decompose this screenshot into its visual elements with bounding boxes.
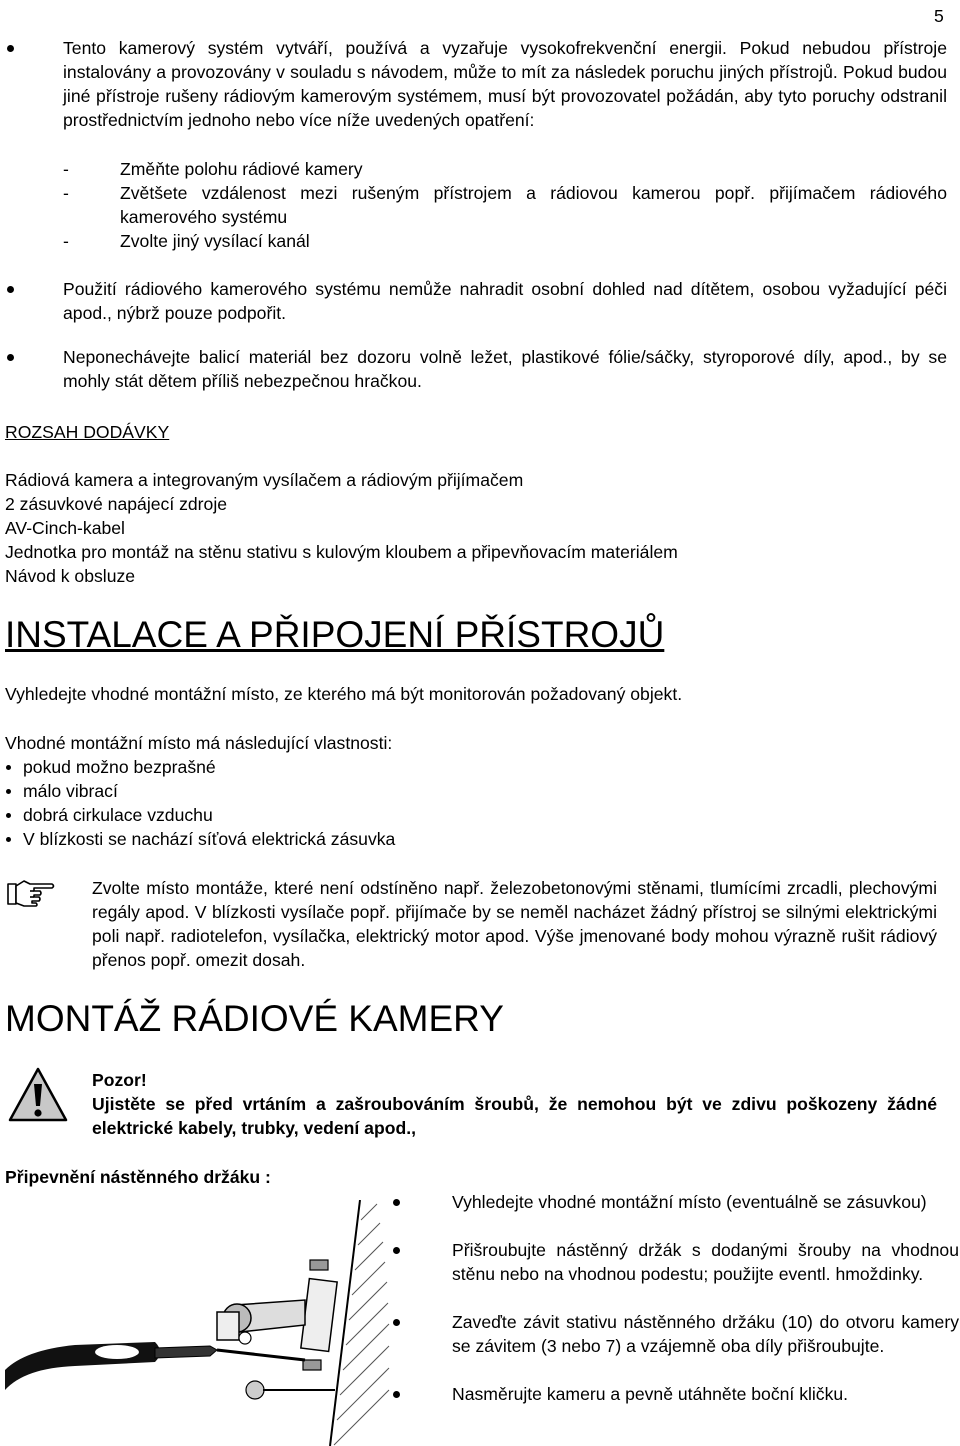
delivery-item: AV-Cinch-kabel (5, 518, 125, 538)
property-item: dobrá cirkulace vzduchu (23, 805, 213, 825)
dash: - (63, 231, 69, 251)
bullet (393, 1319, 400, 1326)
properties-title: Vhodné montážní místo má následující vlastnosti: (5, 733, 393, 753)
warning-triangle-icon (7, 1066, 69, 1124)
dash: - (63, 183, 69, 203)
property-item: pokud možno bezprašné (23, 757, 216, 777)
step-item: Zaveďte závit stativu nástěnného držáku (10) do otvoru kamery se závitem (3 nebo 7) a vzájemně oba díly přišroubujte. (452, 1312, 959, 1356)
step-item: Vyhledejte vhodné montážní místo (eventuálně se zásuvkou) (452, 1192, 927, 1212)
measure-item-1: Změňte polohu rádiové kamery (120, 159, 363, 179)
measure-item-2: Zvětšete vzdálenost mezi rušeným přístrojem a rádiovou kamerou popř. přijímačem rádiového kamerového systému (120, 183, 947, 227)
bullet (6, 789, 11, 794)
measure-item-3: Zvolte jiný vysílací kanál (120, 231, 310, 251)
bullet (7, 45, 14, 52)
bullet (6, 813, 11, 818)
bullet (7, 286, 14, 293)
bullet (393, 1247, 400, 1254)
bullet (6, 765, 11, 770)
delivery-item: Návod k obsluze (5, 566, 136, 586)
installation-intro: Vyhledejte vhodné montážní místo, ze kterého má být monitorován požadovaný objekt. (5, 684, 683, 704)
delivery-heading: ROZSAH DODÁVKY (5, 422, 170, 442)
pointing-hand-icon (6, 875, 56, 909)
bullet (7, 354, 14, 361)
delivery-item: 2 zásuvkové napájecí zdroje (5, 494, 228, 514)
step-item: Nasměrujte kameru a pevně utáhněte boční kličku. (452, 1384, 849, 1404)
warning-text: Ujistěte se před vrtáním a zašroubováním šroubů, že nemohou být ve zdivu poškozeny žádné elektrické kabely, trubky, vedení apod., (92, 1094, 937, 1138)
mounting-heading: MONTÁŽ RÁDIOVÉ KAMERY (5, 998, 504, 1039)
dash: - (63, 159, 69, 179)
delivery-list (5, 468, 945, 588)
property-item: málo vibrací (23, 781, 118, 801)
tip-paragraph: Zvolte místo montáže, které není odstíněno např. železobetonovými stěnami, tlumícími zrcadli, plechovými regály apod. V blízkosti vysílače popř. přijímače by se neměl nacházet žádný přístroj se silnými elektrickými poli např. radiotelefon, vysílačka, elektrický motor apod. Výše jmenované body mohou výrazně rušit rádiový přenos popř. omezit dosah. (92, 878, 937, 970)
warning-title: Pozor! (92, 1070, 147, 1090)
step-item: Přišroubujte nástěnný držák s dodanými šrouby na vhodnou stěnu nebo na vhodnou podestu; použijte eventl. hmoždinky. (452, 1240, 959, 1284)
notice-paragraph-1: Tento kamerový systém vytváří, používá a vyzařuje vysokofrekvenční energii. Pokud nebudou přístroje instalovány a provozovány v souladu s návodem, může to mít za následek poruchu jiných přístrojů. Pokud budou jiné přístroje rušeny rádiovým kamerovým systémem, musí být provozovatel požádán, aby tyto poruchy odstranil prostřednictvím jednoho nebo více níže uvedených opatření: (63, 38, 947, 130)
bracket-title: Připevnění nástěnného držáku : (5, 1167, 271, 1187)
notice-paragraph-2: Použití rádiového kamerového systému nemůže nahradit osobní dohled nad dítětem, osobou vyžadující péči apod., nýbrž pouze podpořit. (63, 279, 947, 323)
bullet (393, 1199, 400, 1206)
property-item: V blízkosti se nachází síťová elektrická zásuvka (23, 829, 396, 849)
wall-mount-illustration (5, 1200, 390, 1446)
installation-heading: INSTALACE A PŘIPOJENÍ PŘÍSTROJŮ (5, 614, 665, 655)
bullet (6, 837, 11, 842)
bullet (393, 1391, 400, 1398)
delivery-item: Jednotka pro montáž na stěnu stativu s kulovým kloubem a připevňovacím materiálem (5, 542, 678, 562)
notice-paragraph-3: Neponechávejte balicí materiál bez dozoru volně ležet, plastikové fólie/sáčky, styroporové díly, apod., by se mohly stát dětem příliš nebezpečnou hračkou. (63, 347, 947, 391)
delivery-item: Rádiová kamera a integrovaným vysílačem a rádiovým přijímačem (5, 470, 524, 490)
page-number: 5 (934, 6, 944, 26)
